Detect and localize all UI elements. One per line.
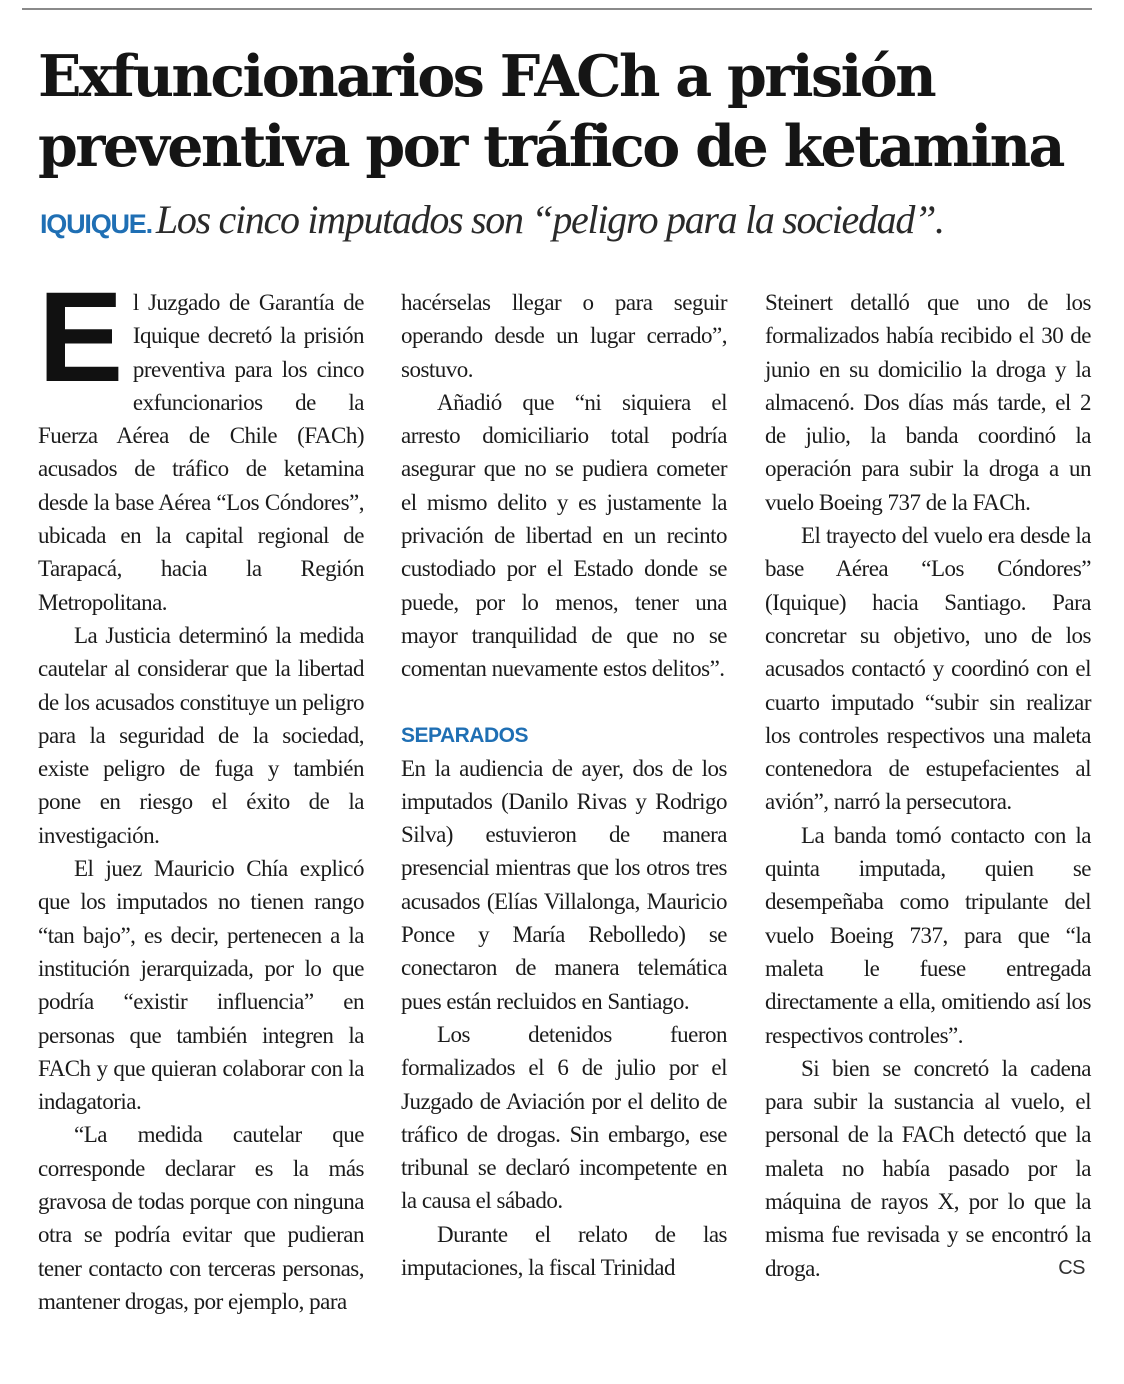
paragraph: La Justicia determinó la medida cautelar al considerar que la libertad de los acusados constituye un peligro para la seguridad de la sociedad, existe peligro de fuga y también pone en riesgo el éxito de la investigación. xyxy=(38,622,364,848)
paragraph: El juez Mauricio Chía explicó que los imputados no tienen rango “tan bajo”, es decir, pertenecen a la institución jerarquizada, por lo que podría “existir influencia” en personas que también integren la FACh y que quieran colaborar con la indagatoria. xyxy=(38,856,364,1115)
article-column-2 xyxy=(401,286,727,1364)
article-column-1 xyxy=(38,266,364,1364)
paragraph xyxy=(765,1052,1091,1285)
paragraph: Añadió que “ni siquiera el arresto domiciliario total podría asegurar que no se pudiera cometer el mismo delito y es justamente la privación de libertad en un recinto custodiado por el Estado donde se puede, por lo menos, tener una mayor tranquilidad de que no se comentan nuevamente estos delitos”. xyxy=(401,389,727,682)
headline-line-2: preventiva por tráfico de ketamina xyxy=(38,113,1063,180)
paragraph: El trayecto del vuelo era desde la base Aérea “Los Cóndores” (Iquique) hacia Santiago. Para concretar su objetivo, uno de los acusados contactó y coordinó con el cuarto imputado “subir sin realizar los controles respectivos una maleta contenedora de estupefacientes al avión”, narró la persecutora. xyxy=(765,523,1091,815)
paragraph-continued: Steinert detalló que uno de los formalizados había recibido el 30 de junio en su domicilio la droga y la almacenó. Dos días más tarde, el 2 de julio, la banda coordinó la operación para subir la droga a un vuelo Boeing 737 de la FACh. xyxy=(765,290,1091,515)
paragraph: En la audiencia de ayer, dos de los imputados (Danilo Rivas y Rodrigo Silva) estuvieron de manera presencial mientras que los otros tres acusados (Elías Villalonga, Mauricio Ponce y María Rebolledo) se conectaron de manera telemática pues están recluidos en Santiago. xyxy=(401,755,727,1014)
section-heading: SEPARADOS xyxy=(401,723,528,747)
paragraph: Durante el relato de las imputaciones, la fiscal Trinidad xyxy=(401,1221,727,1281)
top-rule xyxy=(22,8,1092,10)
drop-cap: E xyxy=(38,266,123,409)
paragraph: Los detenidos fueron formalizados el 6 de julio por el Juzgado de Aviación por el delito de tráfico de drogas. Sin embargo, ese tribunal se declaró incompetente en la causa el sábado. xyxy=(401,1021,727,1214)
headline xyxy=(38,42,1098,182)
deck-text: Los cinco imputados son “peligro para la sociedad”. xyxy=(155,197,944,242)
article-column-3 xyxy=(765,286,1091,1364)
paragraph: La banda tomó contacto con la quinta imputada, quien se desempeñaba como tripulante del vuelo Boeing 737, para que “la maleta le fuese entregada directamente a ella, omitiendo así los respectivos controles”. xyxy=(765,822,1091,1048)
paragraph: “La medida cautelar que corresponde declarar es la más gravosa de todas porque con ninguna otra se podría evitar que pudieran tener contacto con terceras personas, mantener drogas, por ejemplo, para xyxy=(38,1122,364,1314)
end-mark-icon: CS xyxy=(1058,1256,1085,1279)
location-kicker: IQUIQUE. xyxy=(40,209,152,239)
final-paragraph-text: Si bien se concretó la cadena para subir la sustancia al vuelo, el personal de la FACh detectó que la maleta no había pasado por la máquina de rayos X, por lo que la misma fue revisada y se encontró la droga. xyxy=(765,1055,1091,1281)
headline-line-1: Exfuncionarios FACh a prisión xyxy=(38,43,935,110)
paragraph-continued: hacérselas llegar o para seguir operando desde un lugar cerrado”, sostuvo. xyxy=(401,290,727,382)
lead-paragraph-text: l Juzgado de Garantía de Iquique decretó la prisión preventiva para los cinco exfuncionarios de la Fuerza Aérea de Chile (FACh) acusados de tráfico de ketamina desde la base Aérea “Los Cóndores”, ubicada en la capital regional de Tarapacá, hacia la Región Metropolitana. xyxy=(38,290,364,615)
lead-paragraph xyxy=(38,266,364,619)
subheadline xyxy=(40,196,1100,243)
